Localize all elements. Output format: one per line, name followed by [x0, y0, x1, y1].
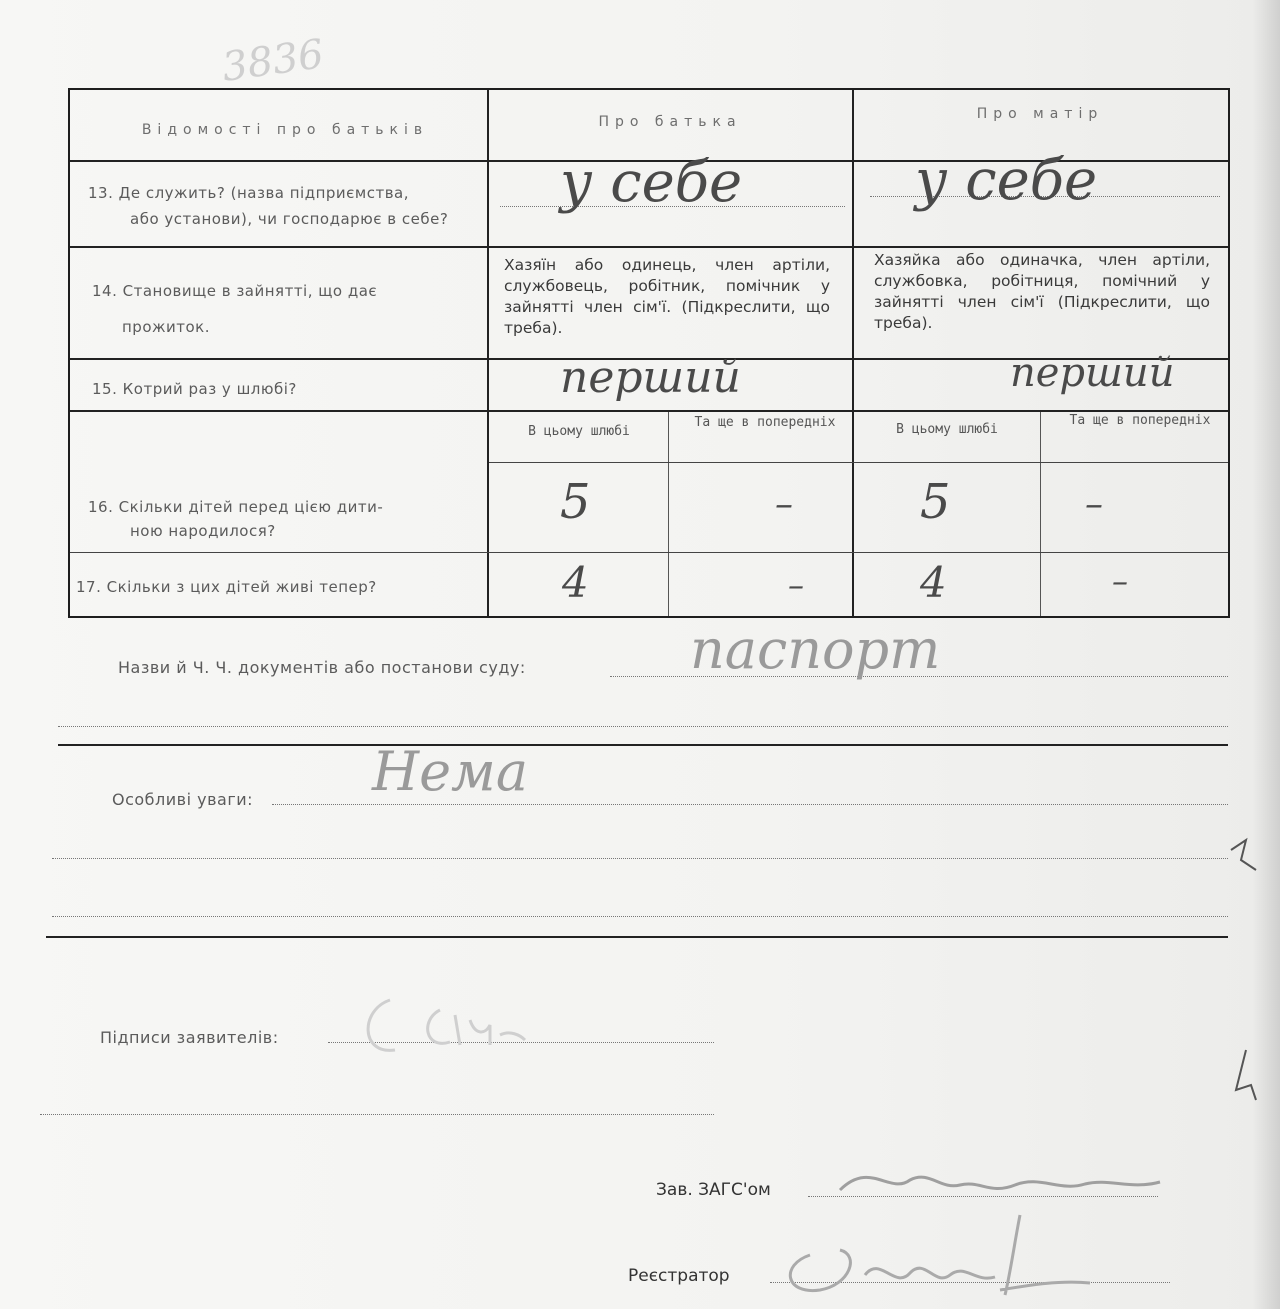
remarks-rule	[46, 936, 1228, 938]
row14-mother-options: Хазяйка або одиначка, член артіли, службовка, робітниця, помічний у зайнятті член сім'ї (Підкреслити, що треба).	[874, 251, 1210, 332]
documents-dotline-2	[58, 726, 1228, 727]
registrar-signature	[770, 1195, 1100, 1305]
remarks-dotline-2	[52, 858, 1228, 859]
registrar-label: Реєстратор	[628, 1266, 730, 1286]
subheader-father-previous: Та ще в попередніх	[694, 415, 836, 430]
subheader-mother-this: В цьому шлюбі	[896, 422, 998, 437]
col-divider-mother-sub	[1040, 412, 1041, 616]
row13-mother-handwriting: у себе	[915, 148, 1098, 213]
row-divider-15	[70, 410, 1228, 412]
header-father: Про батька	[598, 114, 742, 130]
row14-label-2: прожиток.	[122, 318, 211, 336]
row15-father-handwriting: перший	[560, 352, 741, 403]
row17-mother-this: 4	[920, 558, 947, 607]
header-mother: Про матір	[976, 106, 1104, 122]
header-parents-info: Відомості про батьків	[141, 122, 429, 138]
row16-father-this: 5	[560, 474, 591, 530]
documents-handwriting: паспорт	[690, 618, 941, 681]
paper-tear-marks	[1226, 830, 1266, 1130]
row13-label-1: 13. Де служить? (назва підприємства,	[88, 184, 410, 202]
documents-label: Назви й Ч. Ч. документів або постанови суду:	[118, 658, 526, 677]
row14-father-options: Хазяїн або одинець, член артіли, службовець, робітник, помічник у зайнятті член сім'ї. (Підкреслити, що треба).	[504, 256, 830, 337]
remarks-dotline-3	[52, 916, 1228, 917]
subheader-mother-previous: Та ще в попередніх	[1069, 413, 1211, 428]
row13-label-2: або установи), чи господарює в себе?	[130, 210, 449, 228]
applicants-dotline-2	[40, 1114, 714, 1115]
row16-mother-prev: –	[1085, 484, 1103, 525]
row16-label-2: ною народилося?	[130, 522, 276, 540]
row-divider-16	[70, 552, 1228, 553]
row16-label-1: 16. Скільки дітей перед цією дити-	[88, 498, 384, 516]
remarks-dotline-1	[272, 804, 1228, 805]
row13-father-handwriting: у себе	[560, 150, 743, 215]
row17-father-this: 4	[562, 558, 589, 607]
col-divider-1	[487, 90, 489, 616]
row16-mother-this: 5	[920, 474, 951, 530]
row15-mother-handwriting: перший	[1010, 350, 1175, 396]
remarks-handwriting: Нема	[372, 740, 529, 803]
archive-number: 3836	[219, 31, 327, 91]
row17-mother-prev: –	[1112, 562, 1128, 600]
applicants-signature	[350, 980, 550, 1070]
row17-father-prev: –	[788, 566, 804, 604]
documents-rule	[58, 744, 1228, 746]
row17-label: 17. Скільки з цих дітей живі тепер?	[76, 578, 377, 596]
zags-head-label: Зав. ЗАГС'ом	[656, 1180, 771, 1200]
row-divider-13	[70, 246, 1228, 248]
row15-label: 15. Котрий раз у шлюбі?	[92, 380, 297, 398]
subheader-father-this: В цьому шлюбі	[528, 424, 630, 439]
applicants-label: Підписи заявителів:	[100, 1028, 279, 1047]
col-divider-2	[852, 90, 854, 616]
col-divider-father-sub	[668, 412, 669, 616]
row-divider-subheader	[489, 462, 1228, 463]
row16-father-prev: –	[775, 484, 793, 525]
row14-label-1: 14. Становище в зайнятті, що дає	[92, 282, 378, 300]
remarks-label: Особливі уваги:	[112, 790, 254, 809]
